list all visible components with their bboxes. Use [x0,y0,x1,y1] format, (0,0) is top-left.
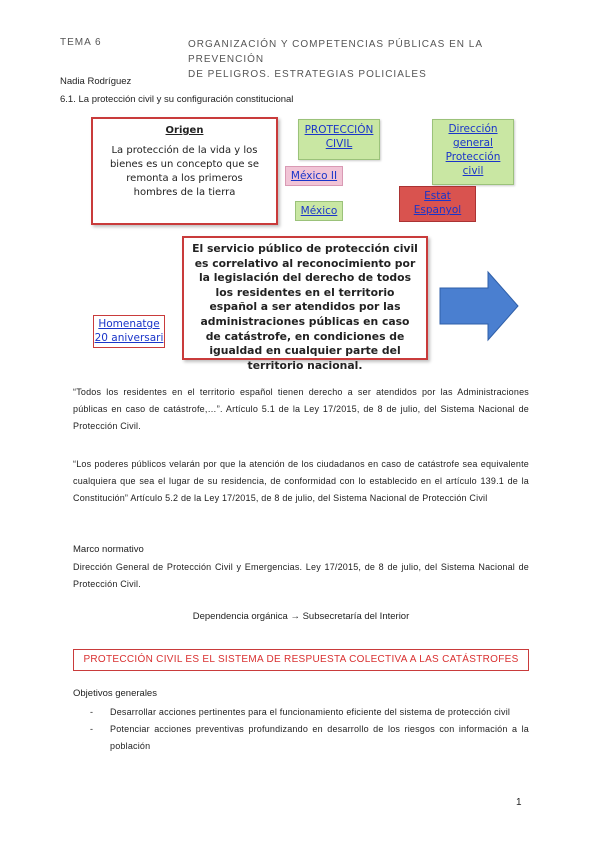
main-statement-box [182,236,428,372]
objetivo-1: Desarrollar acciones pertinentes para el funcionamiento eficiente del sistema de protección civil [110,707,511,717]
dg-line-2: general [453,137,493,149]
origin-title: Origen [165,125,204,136]
objetivos-list [73,704,529,755]
estat-line-1: Estat [424,190,451,202]
objetivo-2: Potenciar acciones preventivas profundizando en desarrollo de los riesgos con información a la población [110,724,529,751]
list-item [73,721,529,755]
list-item [73,704,529,721]
dg-line-1: Dirección [448,123,498,135]
banner: PROTECCIÓN CIVIL ES EL SISTEMA DE RESPUESTA COLECTIVA A LAS CATÁSTROFES [73,649,529,671]
homenatge-line-2: 20 aniversari [94,332,164,344]
mexico-ii-link[interactable]: México II [285,166,343,186]
homenatge-link[interactable] [93,315,165,348]
marco-text: Dirección General de Protección Civil y Emergencias. Ley 17/2015, de 8 de julio, del Sistema Nacional de Protección Civil. [73,562,529,589]
estat-espanyol-link[interactable] [399,186,476,222]
pc-line-2: CIVIL [325,138,353,150]
topic-label: TEMA 6 [60,37,102,48]
objetivos-title: Objetivos generales [73,688,157,699]
mexico-link[interactable]: México [295,201,343,221]
origin-text: La protección de la vida y los bienes es un concepto que se remonta a los primeros hombres de la tierra [109,145,260,198]
author: Nadia Rodríguez [60,76,132,87]
title-line-2: DE PELIGROS. ESTRATEGIAS POLICIALES [188,69,427,80]
homenatge-line-1: Homenatge [98,318,160,330]
bullet: - [90,724,93,734]
quote-2: “Los poderes públicos velarán por que la atención de los ciudadanos en caso de catástrofe sea equivalente cualquiera que sea el lugar de su residencia, de conformidad con lo establecido en el artículo 139.1 de la Constitución” Artículo 5.2 de la Ley 17/2015, de 8 de julio, del Sistema Nacional de Protección Civil [73,459,529,503]
dependencia: Dependencia orgánica → Subsecretaría del Interior [192,611,410,622]
main-statement-text: El servicio público de protección civil es correlativo al reconocimiento por la legislación del derecho de todos los residentes en el territorio español a ser atendidos por las administraciones públicas en caso de catástrofe, en condiciones de igualdad en cualquier parte del territorio nacional. [192,242,418,372]
pc-line-1: PROTECCIÓN [304,124,374,136]
page-number: 1 [516,797,522,808]
title-line-1: ORGANIZACIÓN Y COMPETENCIAS PÚBLICAS EN LA PREVENCIÓN [188,39,483,65]
dg-line-3: Protección [445,151,501,163]
marco-title: Marco normativo [73,544,144,555]
origin-box [91,117,278,225]
section-title: 6.1. La protección civil y su configuración constitucional [60,94,294,105]
document-title [188,37,548,82]
dg-line-4: civil [462,165,484,177]
direccion-general-link[interactable] [432,119,514,185]
estat-line-2: Espanyol [413,204,462,216]
right-arrow-icon [438,270,520,342]
proteccion-civil-link[interactable] [298,119,380,160]
quote-1: “Todos los residentes en el territorio español tienen derecho a ser atendidos por las Administraciones públicas en caso de catástrofe,…”. Artículo 5.1 de la Ley 17/2015, de 8 de julio, del Sistema Nacional de Protección Civil. [73,387,529,431]
bullet: - [90,707,93,717]
